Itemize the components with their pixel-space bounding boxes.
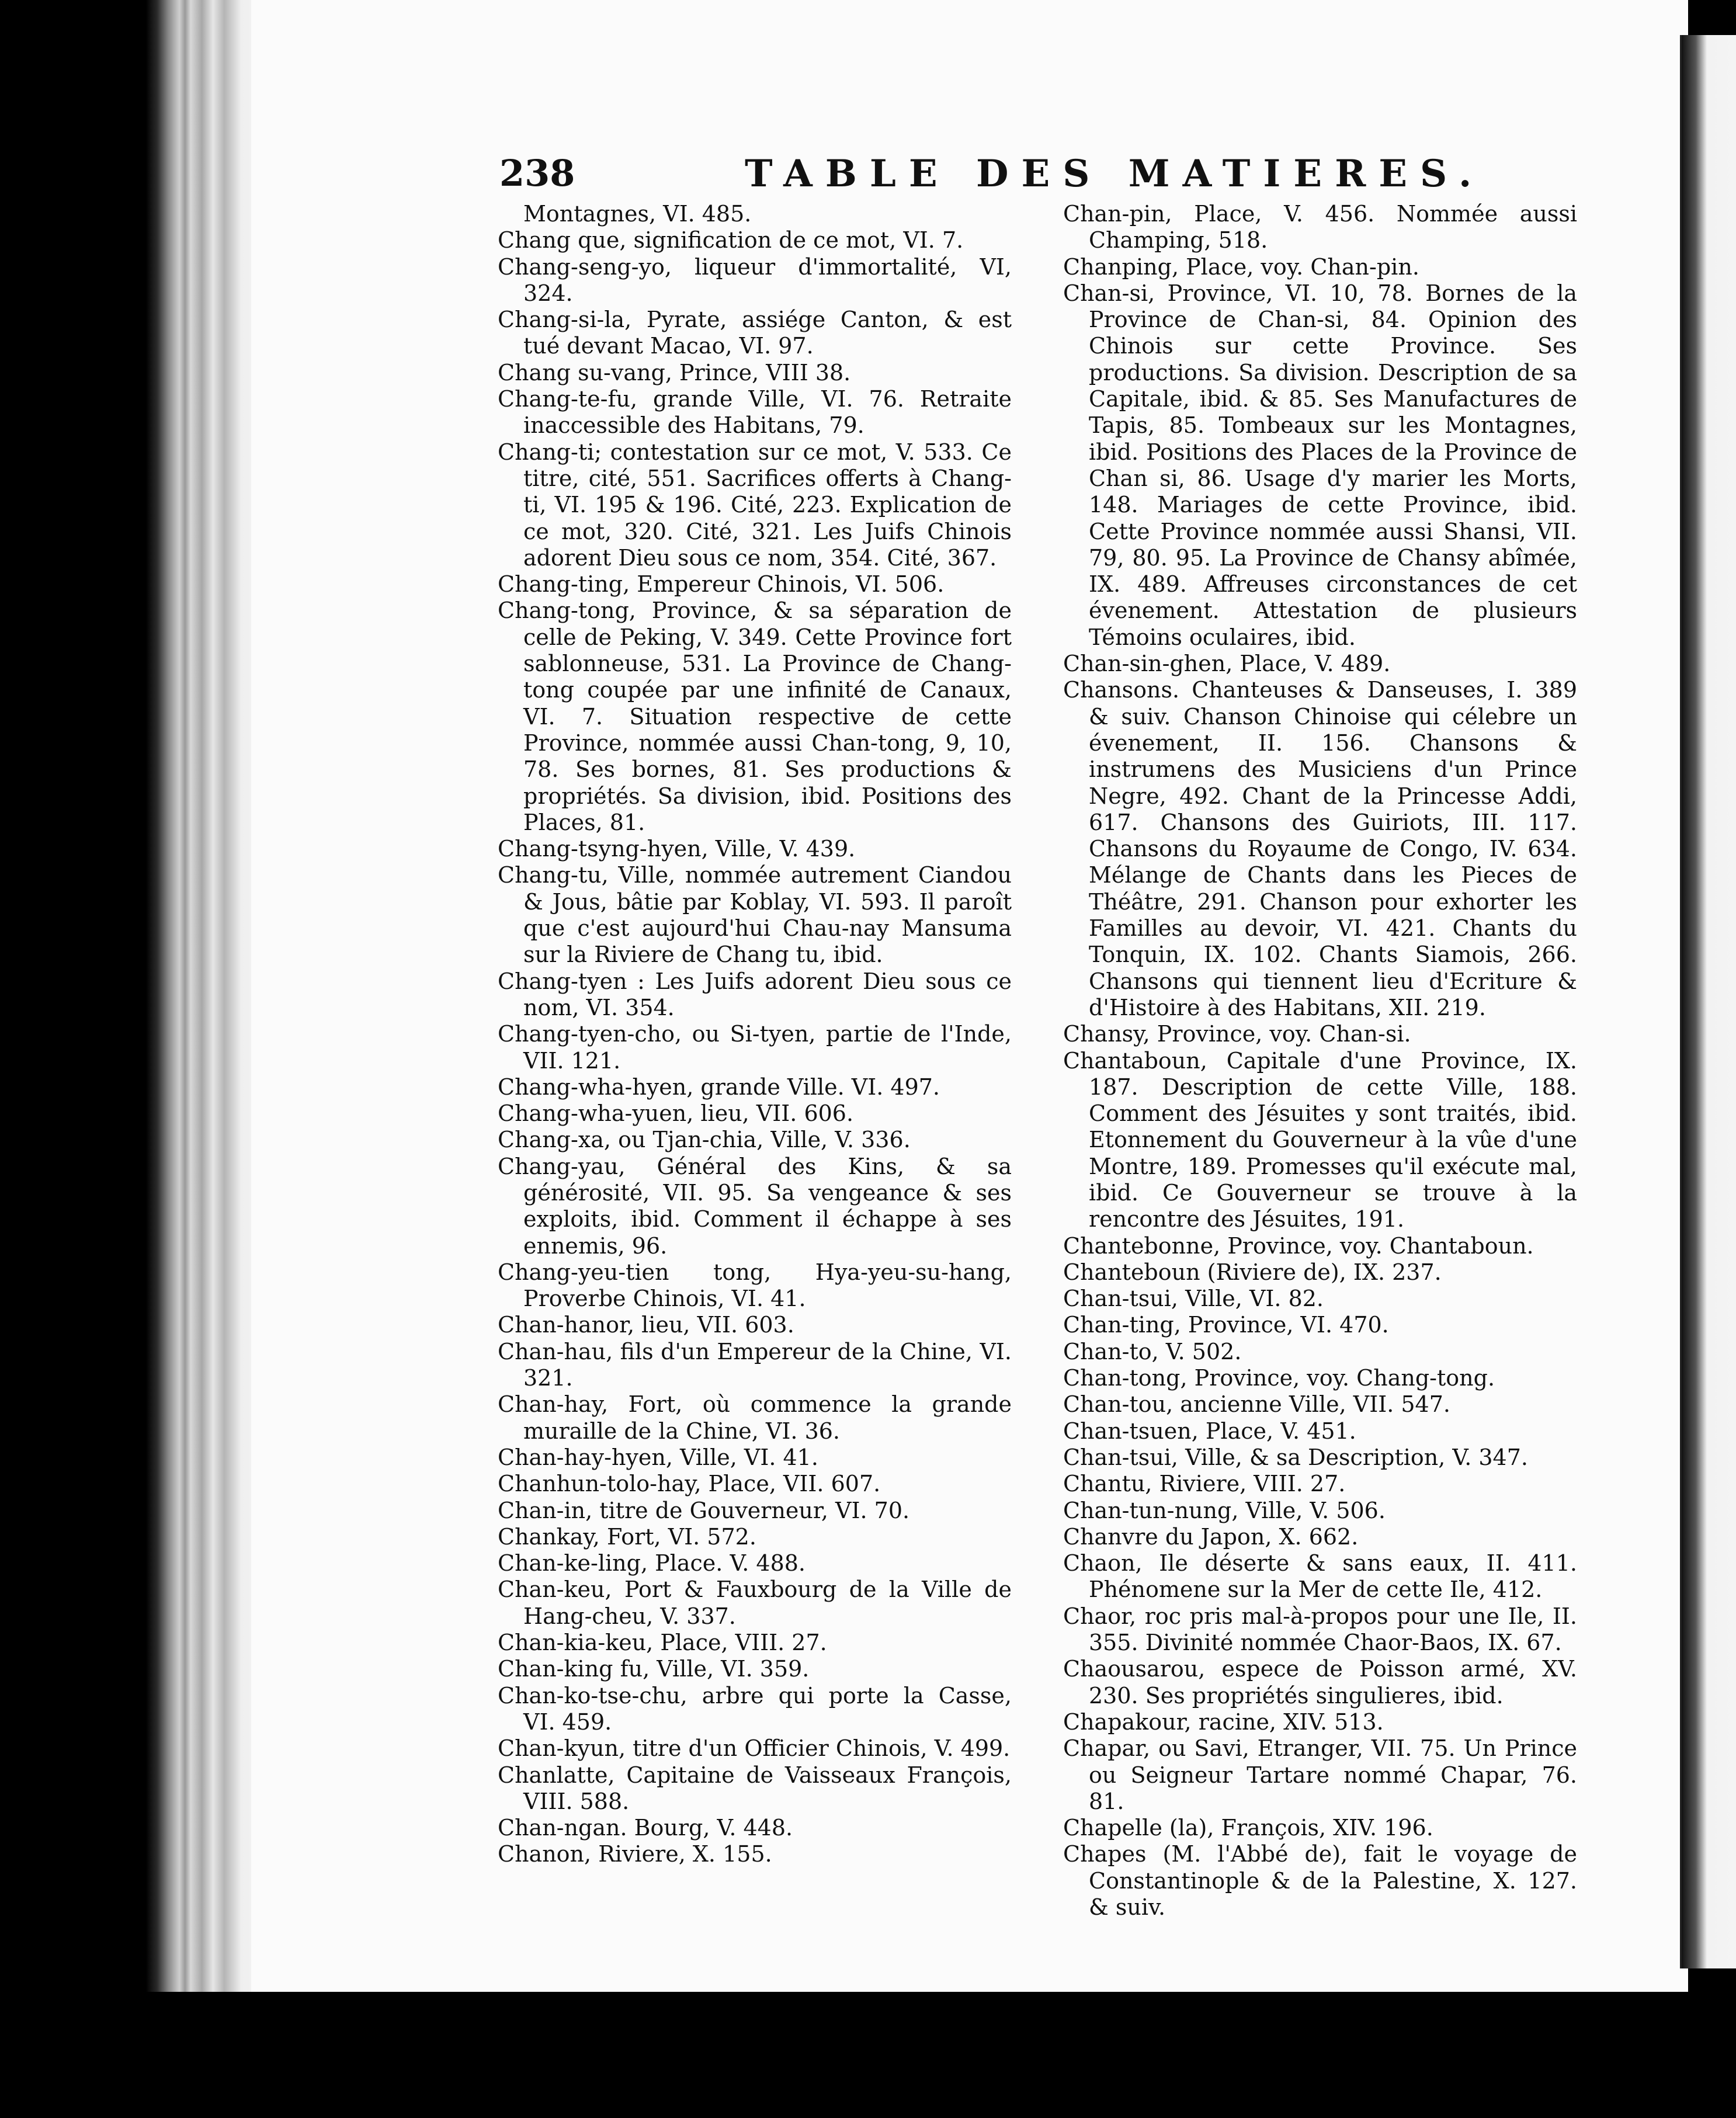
- index-entry: Chansy, Province, voy. Chan-si.: [1063, 1021, 1411, 1047]
- page-number: 238: [499, 152, 575, 195]
- index-entry: Montagnes, VI. 485.: [523, 201, 752, 227]
- index-entry: Chan-hanor, lieu, VII. 603.: [498, 1312, 794, 1338]
- index-entry: Chapes (M. l'Abbé de), fait le voyage de Constantinople & de la Palestine, X. 127. & suiv.: [1063, 1841, 1577, 1920]
- page-header: [499, 152, 1589, 199]
- index-entry: Chang-tyen-cho, ou Si-tyen, partie de l'Inde, VII. 121.: [498, 1021, 1012, 1074]
- index-entry: Chapelle (la), François, XIV. 196.: [1063, 1815, 1433, 1841]
- index-entry: Chankay, Fort, VI. 572.: [498, 1523, 756, 1550]
- index-entry: Chaon, Ile déserte & sans eaux, II. 411. Phénomene sur la Mer de cette Ile, 412.: [1063, 1550, 1577, 1603]
- index-entry: Chantaboun, Capitale d'une Province, IX. 187. Description de cette Ville, 188. Comment des Jésuites y sont traités, ibid. Etonnement du Gouverneur à la vûe d'une Montre, 189. Promesses qu'il exécute mal, ibid. Ce Gouverneur se trouve à la rencontre des Jésuites, 191.: [1063, 1047, 1577, 1232]
- index-entry: Chang-te-fu, grande Ville, VI. 76. Retraite inaccessible des Habitans, 79.: [498, 386, 1012, 439]
- index-entry: Chan-in, titre de Gouverneur, VI. 70.: [498, 1497, 910, 1523]
- index-entry: Chan-ke-ling, Place. V. 488.: [498, 1550, 806, 1577]
- index-entry: Chang-yeu-tien tong, Hya-yeu-su-hang, Proverbe Chinois, VI. 41.: [498, 1259, 1012, 1312]
- index-entry: Chansons. Chanteuses & Danseuses, I. 389 & suiv. Chanson Chinoise qui célebre un évenement, II. 156. Chansons & instrumens des Musiciens d'un Prince Negre, 492. Chant de la Princesse Addi, 617. Chansons des Guiriots, III. 117. Chansons du Royaume de Congo, IV. 634. Mélange de Chants dans les Pieces de Théâtre, 291. Chanson pour exhorter les Familles au devoir, VI. 421. Chants du Tonquin, IX. 102. Chants Siamois, 266. Chansons qui tiennent lieu d'Ecriture & d'Histoire à des Habitans, XII. 219.: [1063, 677, 1577, 1020]
- index-entry: Chang-tyen : Les Juifs adorent Dieu sous ce nom, VI. 354.: [498, 968, 1012, 1020]
- index-entry: Chan-to, V. 502.: [1063, 1338, 1242, 1364]
- index-entry: Chang-si-la, Pyrate, assiége Canton, & est tué devant Macao, VI. 97.: [498, 307, 1012, 359]
- index-entry: Chantu, Riviere, VIII. 27.: [1063, 1471, 1346, 1497]
- index-entry: Chan-kyun, titre d'un Officier Chinois, V. 499.: [498, 1735, 1011, 1762]
- index-entry: Chan-ting, Province, VI. 470.: [1063, 1312, 1389, 1338]
- index-column-left: [498, 201, 1012, 1868]
- index-entry: Chang-wha-yuen, lieu, VII. 606.: [498, 1100, 854, 1127]
- index-entry: Chang-ti; contestation sur ce mot, V. 533. Ce titre, cité, 551. Sacrifices offerts à Chang-ti, VI. 195 & 196. Cité, 223. Explication de ce mot, 320. Cité, 321. Les Juifs Chinois adorent Dieu sous ce nom, 354. Cité, 367.: [498, 439, 1012, 571]
- index-entry: Chang-xa, ou Tjan-chia, Ville, V. 336.: [498, 1127, 911, 1153]
- index-entry: Chanlatte, Capitaine de Vaisseaux François, VIII. 588.: [498, 1762, 1012, 1814]
- index-column-right: [1063, 201, 1577, 1921]
- index-entry: Chan-sin-ghen, Place, V. 489.: [1063, 651, 1391, 677]
- index-entry: Chang-yau, Général des Kins, & sa générosité, VII. 95. Sa vengeance & ses exploits, ibid. Comment il échappe à ses ennemis, 96.: [498, 1153, 1012, 1259]
- index-entry: Chan-ko-tse-chu, arbre qui porte la Casse, VI. 459.: [498, 1682, 1012, 1735]
- index-entry: Chapar, ou Savi, Etranger, VII. 75. Un Prince ou Seigneur Tartare nommé Chapar, 76. 81.: [1063, 1735, 1577, 1814]
- next-page-edge: [1680, 35, 1736, 1968]
- index-entry: Chang-tsyng-hyen, Ville, V. 439.: [498, 836, 856, 862]
- index-entry: Chan-keu, Port & Fauxbourg de la Ville de Hang-cheu, V. 337.: [498, 1577, 1012, 1629]
- index-entry: Chang-ting, Empereur Chinois, VI. 506.: [498, 571, 945, 598]
- index-entry: Chaor, roc pris mal-à-propos pour une Ile, II. 355. Divinité nommée Chaor-Baos, IX. 67.: [1063, 1603, 1577, 1656]
- index-entry: Chan-tou, ancienne Ville, VII. 547.: [1063, 1391, 1450, 1418]
- index-entry: Chan-tsui, Ville, VI. 82.: [1063, 1286, 1324, 1312]
- index-entry: Chanteboun (Riviere de), IX. 237.: [1063, 1259, 1442, 1285]
- running-title: TABLE DES MATIERES.: [745, 152, 1485, 196]
- index-entry: Chang que, signification de ce mot, VI. 7.: [498, 227, 964, 254]
- index-entry: Chanping, Place, voy. Chan-pin.: [1063, 254, 1419, 280]
- index-entry: Chan-tong, Province, voy. Chang-tong.: [1063, 1365, 1495, 1391]
- index-entry: Chan-tsuen, Place, V. 451.: [1063, 1418, 1356, 1444]
- book-binding: [0, 0, 280, 1992]
- index-entry: Chan-hay, Fort, où commence la grande muraille de la Chine, VI. 36.: [498, 1391, 1012, 1444]
- index-entry: Chanhun-tolo-hay, Place, VII. 607.: [498, 1471, 881, 1497]
- index-entry: Chaousarou, espece de Poisson armé, XV. 230. Ses propriétés singulieres, ibid.: [1063, 1656, 1577, 1709]
- index-entry: Chang su-vang, Prince, VIII 38.: [498, 359, 851, 386]
- index-entry: Chan-tun-nung, Ville, V. 506.: [1063, 1497, 1386, 1523]
- index-entry: Chan-hau, fils d'un Empereur de la Chine, VI. 321.: [498, 1338, 1012, 1391]
- index-entry: Chan-si, Province, VI. 10, 78. Bornes de la Province de Chan-si, 84. Opinion des Chinois sur cette Province. Ses productions. Sa division. Description de sa Capitale, ibid. & 85. Ses Manufactures de Tapis, 85. Tombeaux sur les Montagnes, ibid. Positions des Places de la Province de Chan si, 86. Usage d'y marier les Morts, 148. Mariages de cette Province, ibid. Cette Province nommée aussi Shansi, VII. 79, 80. 95. La Province de Chansy abîmée, IX. 489. Affreuses circonstances de cet évenement. Attestation de plusieurs Témoins oculaires, ibid.: [1063, 280, 1577, 650]
- index-entry: Chapakour, racine, XIV. 513.: [1063, 1709, 1384, 1735]
- index-entry: Chantebonne, Province, voy. Chantaboun.: [1063, 1232, 1534, 1259]
- index-entry: Chan-king fu, Ville, VI. 359.: [498, 1656, 810, 1682]
- index-entry: Chan-kia-keu, Place, VIII. 27.: [498, 1630, 827, 1656]
- index-entry: Chang-seng-yo, liqueur d'immortalité, VI, 324.: [498, 254, 1012, 306]
- index-entry: Chanon, Riviere, X. 155.: [498, 1841, 772, 1867]
- index-entry: Chan-hay-hyen, Ville, VI. 41.: [498, 1444, 818, 1470]
- index-entry: Chan-ngan. Bourg, V. 448.: [498, 1815, 793, 1841]
- index-entry: Chan-pin, Place, V. 456. Nommée aussi Champing, 518.: [1063, 201, 1577, 254]
- index-entry: Chang-tong, Province, & sa séparation de celle de Peking, V. 349. Cette Province fort sablonneuse, 531. La Province de Chang-tong coupée par une infinité de Canaux, VI. 7. Situation respective de cette Province, nommée aussi Chan-tong, 9, 10, 78. Ses bornes, 81. Ses productions & propriétés. Sa division, ibid. Positions des Places, 81.: [498, 598, 1012, 835]
- index-entry: Chang-wha-hyen, grande Ville. VI. 497.: [498, 1074, 940, 1100]
- index-entry: Chanvre du Japon, X. 662.: [1063, 1523, 1359, 1550]
- index-entry: Chan-tsui, Ville, & sa Description, V. 347.: [1063, 1444, 1528, 1470]
- index-entry: Chang-tu, Ville, nommée autrement Ciandou & Jous, bâtie par Koblay, VI. 593. Il paroît que c'est aujourd'hui Chau-nay Mansuma sur la Riviere de Chang tu, ibid.: [498, 862, 1012, 968]
